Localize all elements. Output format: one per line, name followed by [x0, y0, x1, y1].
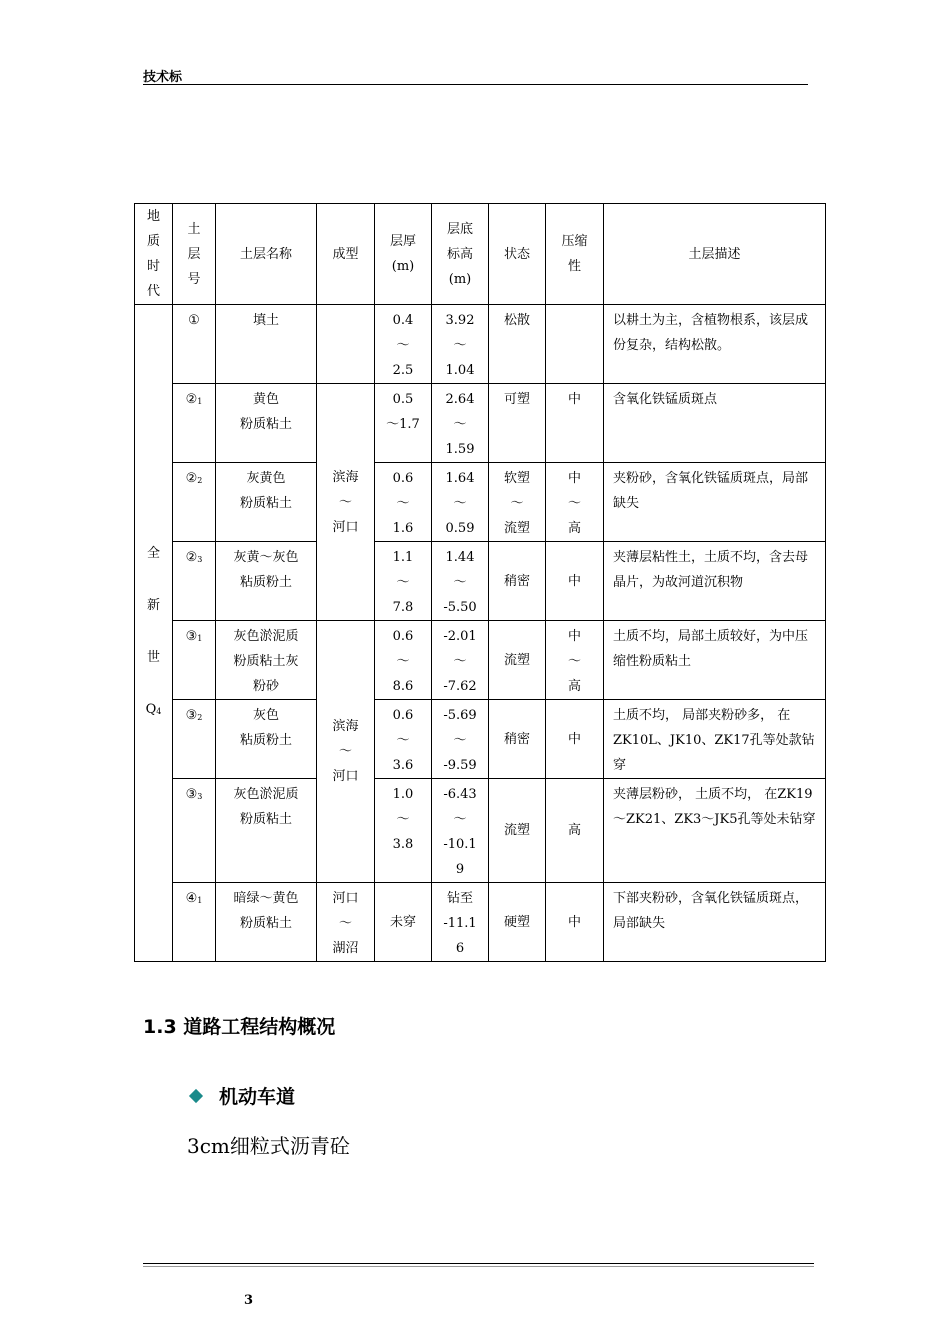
footer-divider [143, 1263, 814, 1264]
layer-compressibility: 中 ～ 高 [546, 621, 604, 700]
layer-compressibility [546, 305, 604, 384]
layer-thickness: 0.4 ～ 2.5 [375, 305, 432, 384]
layer-thickness: 0.6 ～ 1.6 [375, 463, 432, 542]
layer-name: 灰色淤泥质 粉质粘土灰 粉砂 [216, 621, 317, 700]
layer-thickness: 0.6 ～ 8.6 [375, 621, 432, 700]
layer-thickness: 1.1 ～ 7.8 [375, 542, 432, 621]
layer-compressibility: 中 [546, 700, 604, 779]
col-header-thickness: 层厚 (m) [375, 204, 432, 305]
layer-thickness: 未穿 [375, 883, 432, 962]
layer-id: ③2 [173, 700, 216, 779]
layer-elevation: 3.92 ～ 1.04 [432, 305, 489, 384]
layer-name: 灰黄～灰色 粘质粉土 [216, 542, 317, 621]
body-paragraph: 3cm细粒式沥青砼 [187, 1134, 350, 1158]
layer-state: 稍密 [489, 542, 546, 621]
page-number: 3 [244, 1293, 254, 1308]
layer-id: ②1 [173, 384, 216, 463]
section-heading: 1.3 道路工程结构概况 [143, 1016, 336, 1038]
layer-description: 土质不均， 局部夹粉砂多， 在ZK10L、JK10、ZK17孔等处款钻穿 [604, 700, 826, 779]
col-header-compressibility: 压缩 性 [546, 204, 604, 305]
table-row [135, 779, 826, 883]
layer-id: ③1 [173, 621, 216, 700]
layer-compressibility: 中 ～ 高 [546, 463, 604, 542]
layer-state: 松散 [489, 305, 546, 384]
layer-name: 填土 [216, 305, 317, 384]
layer-thickness: 0.6 ～ 3.6 [375, 700, 432, 779]
layer-compressibility: 高 [546, 779, 604, 883]
layer-elevation: -5.69 ～ -9.59 [432, 700, 489, 779]
table-row [135, 384, 826, 463]
table-row [135, 463, 826, 542]
layer-description: 下部夹粉砂，含氧化铁锰质斑点，局部缺失 [604, 883, 826, 962]
layer-elevation: 1.44 ～ -5.50 [432, 542, 489, 621]
diamond-bullet-icon [189, 1088, 203, 1102]
layer-state: 稍密 [489, 700, 546, 779]
layer-id: ②3 [173, 542, 216, 621]
layer-state: 流塑 [489, 621, 546, 700]
layer-id: ① [173, 305, 216, 384]
layer-compressibility: 中 [546, 542, 604, 621]
layer-name: 黄色 粉质粘土 [216, 384, 317, 463]
layer-form: 滨海 ～ 河口 [317, 621, 375, 883]
layer-name: 暗绿～黄色 粉质粘土 [216, 883, 317, 962]
col-header-state: 状态 [489, 204, 546, 305]
layer-description: 夹薄层粉砂， 土质不均， 在ZK19～ZK21、ZK3～JK5孔等处未钻穿 [604, 779, 826, 883]
layer-state: 流塑 [489, 779, 546, 883]
layer-name: 灰色 粘质粉土 [216, 700, 317, 779]
era-cell [135, 305, 173, 962]
layer-compressibility: 中 [546, 384, 604, 463]
col-header-name: 土层名称 [216, 204, 317, 305]
layer-compressibility: 中 [546, 883, 604, 962]
subsection-heading: 机动车道 [219, 1086, 296, 1108]
layer-id: ③3 [173, 779, 216, 883]
table-row [135, 621, 826, 700]
col-header-form: 成型 [317, 204, 375, 305]
layer-form: 河口 ～ 湖沼 [317, 883, 375, 962]
layer-description: 夹薄层粘性土，土质不均，含去母晶片，为故河道沉积物 [604, 542, 826, 621]
layer-elevation: 1.64 ～ 0.59 [432, 463, 489, 542]
layer-name: 灰黄色 粉质粘土 [216, 463, 317, 542]
layer-thickness: 1.0 ～ 3.8 [375, 779, 432, 883]
layer-state: 软塑 ～ 流塑 [489, 463, 546, 542]
layer-state: 硬塑 [489, 883, 546, 962]
col-header-era: 地 质 时 代 [135, 204, 173, 305]
header-title: 技术标 [143, 70, 183, 85]
layer-elevation: -2.01 ～ -7.62 [432, 621, 489, 700]
table-header-row [135, 204, 826, 305]
col-header-description: 土层描述 [604, 204, 826, 305]
layer-elevation: 钻至 -11.1 6 [432, 883, 489, 962]
era-label: 全 新 世 Q4 [145, 546, 162, 717]
layer-id: ②2 [173, 463, 216, 542]
layer-description: 夹粉砂，含氧化铁锰质斑点，局部缺失 [604, 463, 826, 542]
table-row [135, 305, 826, 384]
table-row [135, 883, 826, 962]
subsection-row [188, 1082, 295, 1109]
header-divider [143, 84, 808, 85]
layer-elevation: -6.43 ～ -10.1 9 [432, 779, 489, 883]
layer-elevation: 2.64 ～ 1.59 [432, 384, 489, 463]
table-row [135, 542, 826, 621]
layer-form [317, 305, 375, 384]
layer-name: 灰色淤泥质 粉质粘土 [216, 779, 317, 883]
layer-state: 可塑 [489, 384, 546, 463]
layer-description: 以耕土为主，含植物根系，该层成份复杂，结构松散。 [604, 305, 826, 384]
layer-description: 土质不均，局部土质较好，为中压缩性粉质粘土 [604, 621, 826, 700]
footer-divider-secondary [143, 1266, 814, 1267]
layer-thickness: 0.5 ～1.7 [375, 384, 432, 463]
col-header-elevation: 层底 标高 (m) [432, 204, 489, 305]
table-row [135, 700, 826, 779]
layer-id: ④1 [173, 883, 216, 962]
soil-layer-table [134, 203, 826, 962]
layer-form: 滨海 ～ 河口 [317, 384, 375, 621]
col-header-id: 土 层 号 [173, 204, 216, 305]
layer-description: 含氧化铁锰质斑点 [604, 384, 826, 463]
